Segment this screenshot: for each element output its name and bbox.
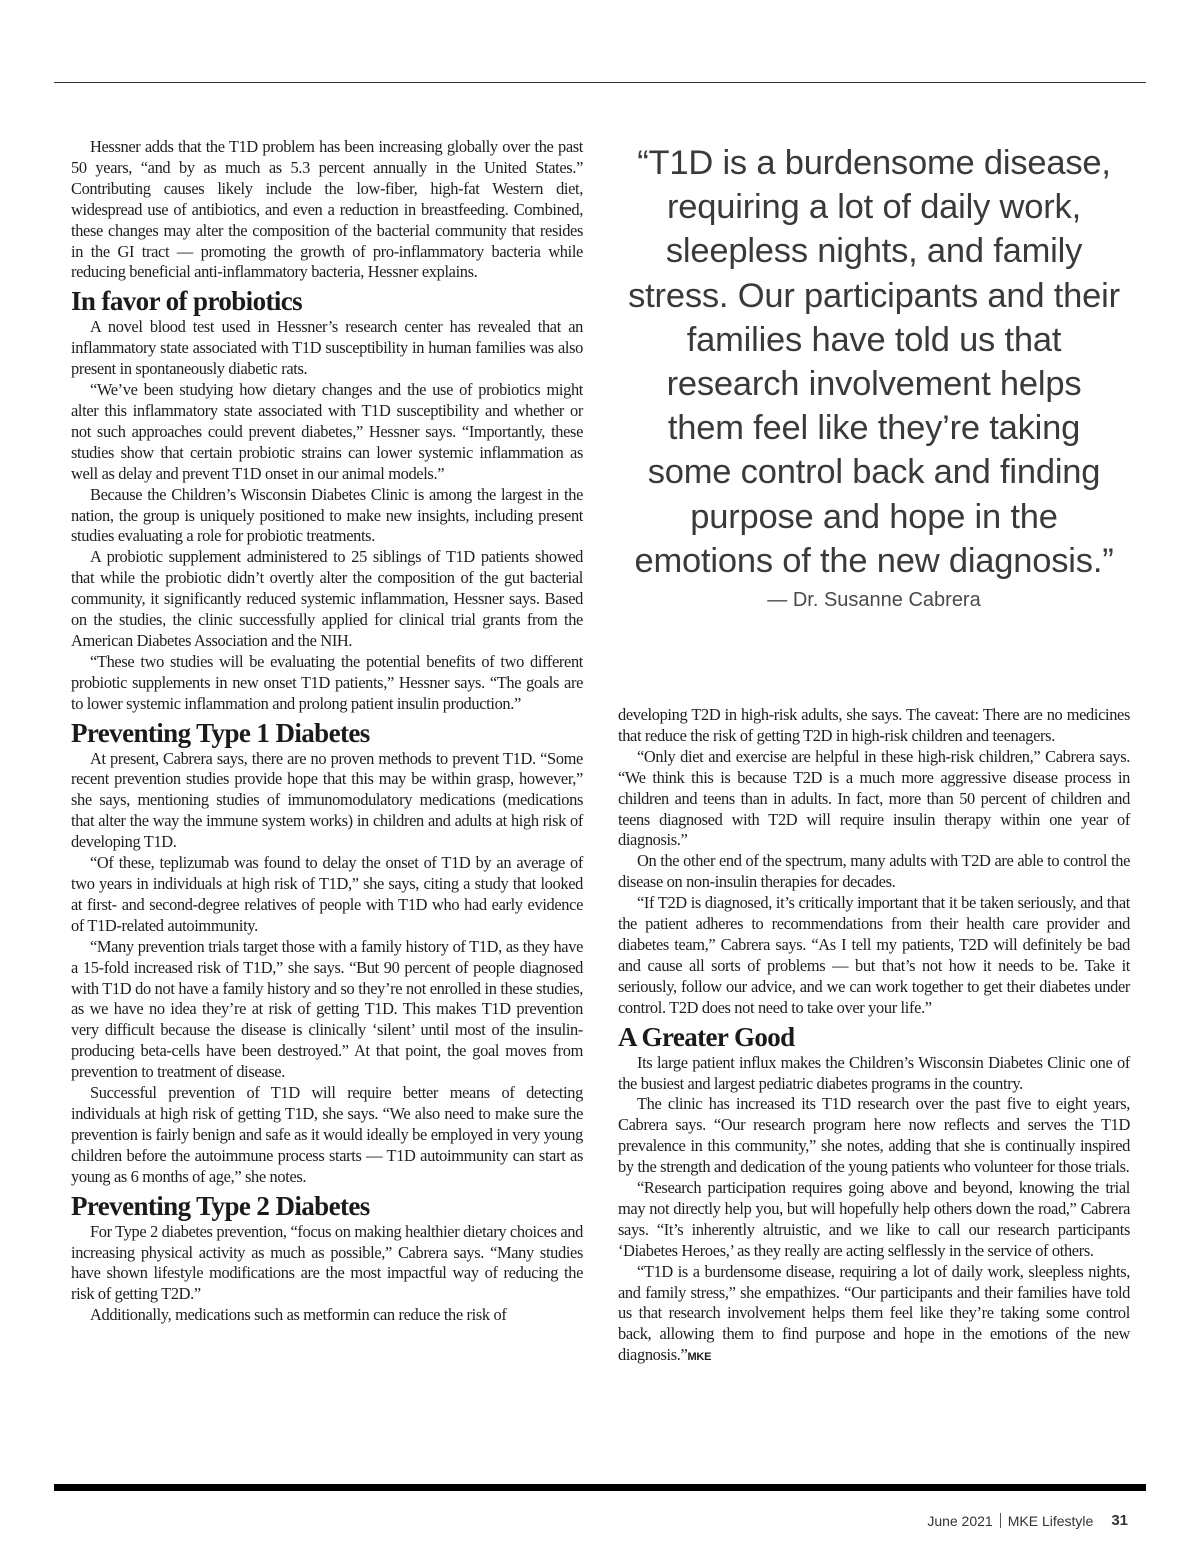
- paragraph: Successful prevention of T1D will require better means of detecting individuals at high risk of getting T1D, she says. “We also need to make sure the prevention is fairly benign and safe as it would ideally be employed in very young children before the autoimmune process starts — T1D autoimmunity can start as young as 6 months of age,” she notes.: [71, 1083, 583, 1186]
- paragraph: A novel blood test used in Hessner’s research center has revealed that an inflammatory state associated with T1D susceptibility in human families was also present in spontaneously diabetic rats.: [71, 317, 583, 379]
- paragraph: Its large patient influx makes the Children’s Wisconsin Diabetes Clinic one of the busiest and largest pediatric diabetes programs in the country.: [618, 1052, 1130, 1093]
- issue-date: June 2021: [927, 1512, 993, 1529]
- paragraph: “Only diet and exercise are helpful in these high-risk children,” Cabrera says. “We think this is because T2D is a much more aggressive disease process in children and teens than in adults. In fact, more than 50 percent of children and teens diagnosed with T2D will require insulin therapy within one year of diagnosis.”: [618, 746, 1130, 850]
- paragraph: Because the Children’s Wisconsin Diabetes Clinic is among the largest in the nation, the group is uniquely positioned to make new insights, including present studies evaluating a role for probiotic treatments.: [71, 484, 583, 546]
- paragraph: “We’ve been studying how dietary changes and the use of probiotics might alter this inflammatory state associated with T1D susceptibility and whether or not such approaches could prevent diabetes,” Hessner says. “Importantly, these studies show that certain probiotic strains can lower systemic inflammation as well as delay and prevent T1D onset in our animal models.”: [71, 380, 583, 483]
- paragraph: The clinic has increased its T1D research over the past five to eight years, Cabrera says. “Our research program here now reflects and serves the T1D prevalence in this community,” she notes, adding that she is continually inspired by the strength and dedication of the young patients who volunteer for those trials.: [618, 1094, 1130, 1177]
- paragraph: At present, Cabrera says, there are no proven methods to prevent T1D. “Some recent prevention studies provide hope that this may be within grasp, however,” she says, mentioning studies of immunomodulatory medications (medications that alter the way the immune system works) in children and adults at high risk of developing T1D.: [71, 748, 583, 852]
- section-heading-greater-good: A Greater Good: [618, 1021, 795, 1052]
- publication-name: MKE Lifestyle: [1007, 1512, 1094, 1529]
- right-column: [618, 705, 1130, 1368]
- paragraph: Hessner adds that the T1D problem has been increasing globally over the past 50 years, “and by as much as 5.3 percent annually in the United States.” Contributing causes likely include the low-fiber, high-fat Western diet, widespread use of antibiotics, and even a reduction in breastfeeding. Combined, these changes may alter the composition of the bacterial community that resides in the GI tract — promoting the growth of pro-inflammatory bacteria while reducing beneficial anti-inflammatory bacteria, Hessner explains.: [71, 137, 583, 282]
- paragraph: Additionally, medications such as metformin can reduce the risk of: [90, 1305, 507, 1325]
- page-number: 31: [1111, 1512, 1128, 1529]
- paragraph: For Type 2 diabetes prevention, “focus on making healthier dietary choices and increasing physical activity as much as possible,” Cabrera says. “Many studies have shown lifestyle modifications are the most impactful way of reducing the risk of getting T2D.”: [71, 1221, 583, 1304]
- pull-quote-block: [626, 141, 1122, 612]
- paragraph: A probiotic supplement administered to 25 siblings of T1D patients showed that while the probiotic didn’t overtly alter the composition of the gut bacterial community, it significantly reduced systemic inflammation, Hessner says. Based on the studies, the clinic successfully applied for clinical trial grants from the American Diabetes Association and the NIH.: [71, 547, 583, 650]
- paragraph: “These two studies will be evaluating the potential benefits of two different probiotic supplements in new onset T1D patients,” Hessner says. “The goals are to lower systemic inflammation and prolong patient insulin production.”: [71, 651, 583, 713]
- section-heading-type1: Preventing Type 1 Diabetes: [71, 717, 370, 748]
- page-footer: [927, 1512, 1128, 1529]
- paragraph: “Many prevention trials target those with a family history of T1D, as they have a 15-fold increased risk of T1D,” she says. “But 90 percent of people diagnosed with T1D do not have a family history and so they’re not enrolled in these studies, as we have no idea they’re at risk of getting T1D. This makes T1D prevention very difficult because the disease is clinically ‘silent’ until most of the insulin-producing beta-cells have been destroyed.” At that point, the goal moves from prevention to treatment of disease.: [71, 936, 583, 1082]
- footer-divider: [1000, 1513, 1001, 1528]
- end-tag: MKE: [687, 1351, 712, 1364]
- paragraph: “Of these, teplizumab was found to delay the onset of T1D by an average of two years in individuals at high risk of T1D,” she says, citing a study that looked at first- and second-degree relatives of people with T1D who had early evidence of T1D-related autoimmunity.: [71, 853, 583, 935]
- paragraph: “If T2D is diagnosed, it’s critically important that it be taken seriously, and that the patient adheres to recommendations from their health care provider and diabetes team,” Cabrera says. “As I tell my patients, T2D will definitely be bad and cause all sorts of problems — but that’s not how it needs to be. Take it seriously, follow our advice, and we can work together to get their diabetes under control. T2D does not need to take over your life.”: [618, 893, 1130, 1017]
- top-rule: [54, 82, 1146, 83]
- paragraph: On the other end of the spectrum, many adults with T2D are able to control the disease on non-insulin therapies for decades.: [618, 851, 1130, 892]
- section-heading-probiotics: In favor of probiotics: [71, 286, 303, 317]
- paragraph-last: [618, 1262, 1130, 1369]
- left-column: [71, 137, 583, 1326]
- pull-quote-attribution: — Dr. Susanne Cabrera: [767, 589, 981, 612]
- section-heading-type2: Preventing Type 2 Diabetes: [71, 1190, 370, 1221]
- bottom-rule: [54, 1484, 1146, 1491]
- paragraph: “Research participation requires going above and beyond, knowing the trial may not directly help you, but will hopefully help others down the road,” Cabrera says. “It’s inherently altruistic, and we like to call our research participants ‘Diabetes Heroes,’ as they really are acting selflessly in the service of others.: [618, 1178, 1130, 1260]
- paragraph-text: “T1D is a burdensome disease, requiring a lot of daily work, sleepless nights, and family stress,” she empathizes. “Our participants and their families have told us that research involvement helps them feel like they’re taking some control back, allowing them to find purpose and hope in the emotions of the new diagnosis.”: [618, 1261, 1130, 1365]
- pull-quote: “T1D is a burdensome disease, requiring a lot of daily work, sleepless nights, and family stress. Our participants and their families have told us that research involvement helps them feel like they’re taking some control back and finding purpose and hope in the emotions of the new diagnosis.”: [628, 144, 1120, 580]
- paragraph: developing T2D in high-risk adults, she says. The caveat: There are no medicines that reduce the risk of getting T2D in high-risk children and teenagers.: [618, 705, 1130, 745]
